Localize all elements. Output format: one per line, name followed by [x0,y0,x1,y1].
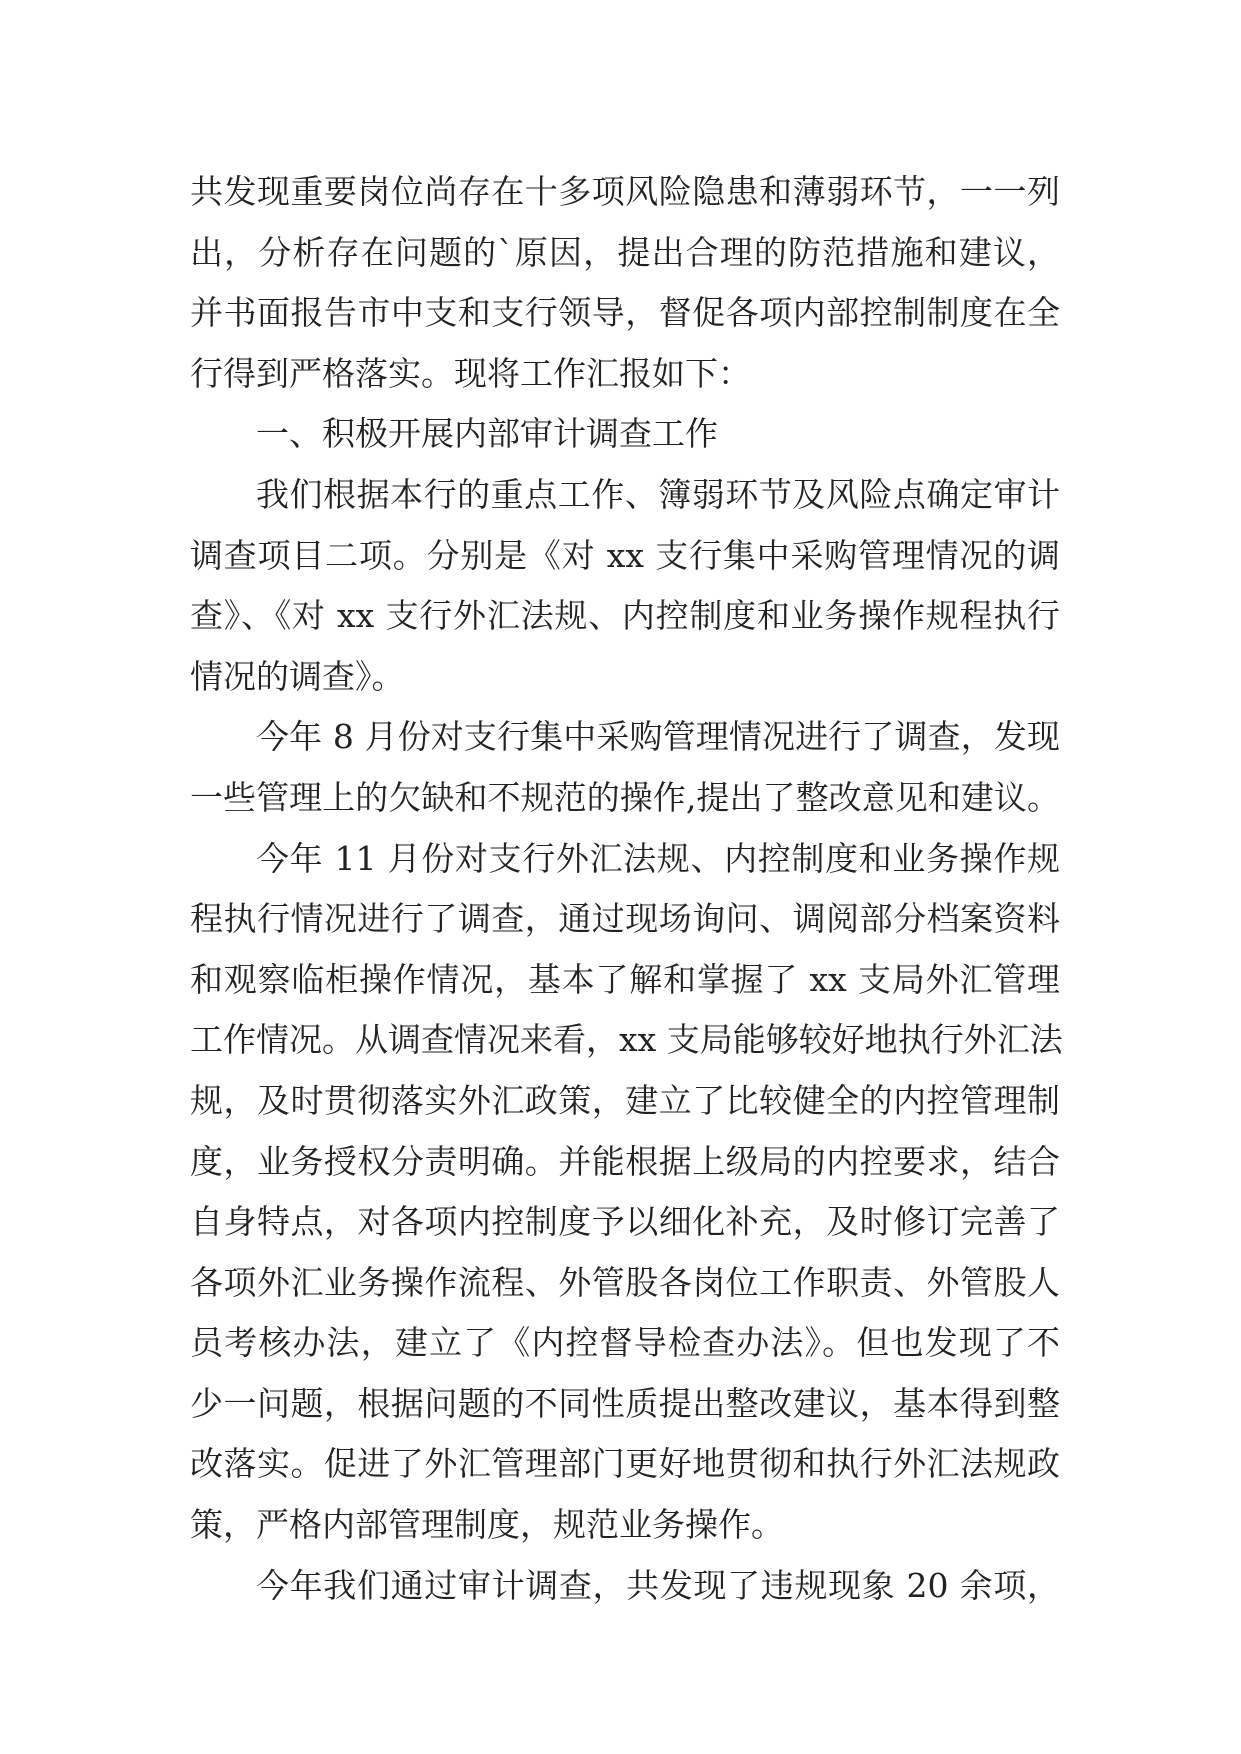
text-line: 规，及时贯彻落实外汇政策，建立了比较健全的内控管理制 [190,1080,1060,1120]
text-line: 少一问题，根据问题的不同性质提出整改建议，基本得到整 [190,1383,1060,1423]
text-line: 出，分析存在问题的`原因，提出合理的防范措施和建议， [190,232,1060,272]
text-line: 查》、《对 xx 支行外汇法规、内控制度和业务操作规程执行 [190,596,1060,636]
text-line: 改落实。促进了外汇管理部门更好地贯彻和执行外汇法规政 [190,1444,1060,1484]
text-line: 今年 11 月份对支行外汇法规、内控制度和业务操作规 [256,838,1060,878]
text-line: 工作情况。从调查情况来看，xx 支局能够较好地执行外汇法 [190,1020,1063,1060]
text-line: 并书面报告市中支和支行领导，督促各项内部控制制度在全 [190,293,1060,333]
text-line: 调查项目二项。分别是《对 xx 支行集中采购管理情况的调 [190,535,1060,575]
text-line: 今年 8 月份对支行集中采购管理情况进行了调查，发现 [256,717,1060,757]
text-line: 策，严格内部管理制度，规范业务操作。 [190,1505,784,1545]
text-line: 和观察临柜操作情况，基本了解和掌握了 xx 支局外汇管理 [190,959,1060,999]
text-line: 程执行情况进行了调查，通过现场询问、调阅部分档案资料 [190,899,1060,939]
text-line: 共发现重要岗位尚存在十多项风险隐患和薄弱环节，一一列 [190,172,1060,211]
text-line: 各项外汇业务操作流程、外管股各岗位工作职责、外管股人 [190,1262,1060,1302]
text-line: 我们根据本行的重点工作、簿弱环节及风险点确定审计 [256,474,1060,514]
text-line: 行得到严格落实。现将工作汇报如下： [190,353,751,393]
text-line: 今年我们通过审计调查，共发现了违规现象 20 余项， [256,1565,1060,1605]
text-line: 情况的调查》。 [190,656,405,696]
text-line: 员考核办法，建立了《内控督导检查办法》。但也发现了不 [190,1323,1060,1363]
body-text [190,162,1063,1616]
text-line: 度，业务授权分责明确。并能根据上级局的内控要求，结合 [190,1141,1060,1181]
text-line: 自身特点，对各项内控制度予以细化补充，及时修订完善了 [190,1202,1060,1242]
text-line: 一些管理上的欠缺和不规范的操作,提出了整改意见和建议。 [190,777,1060,817]
section-heading: 一、积极开展内部审计调查工作 [256,414,718,454]
